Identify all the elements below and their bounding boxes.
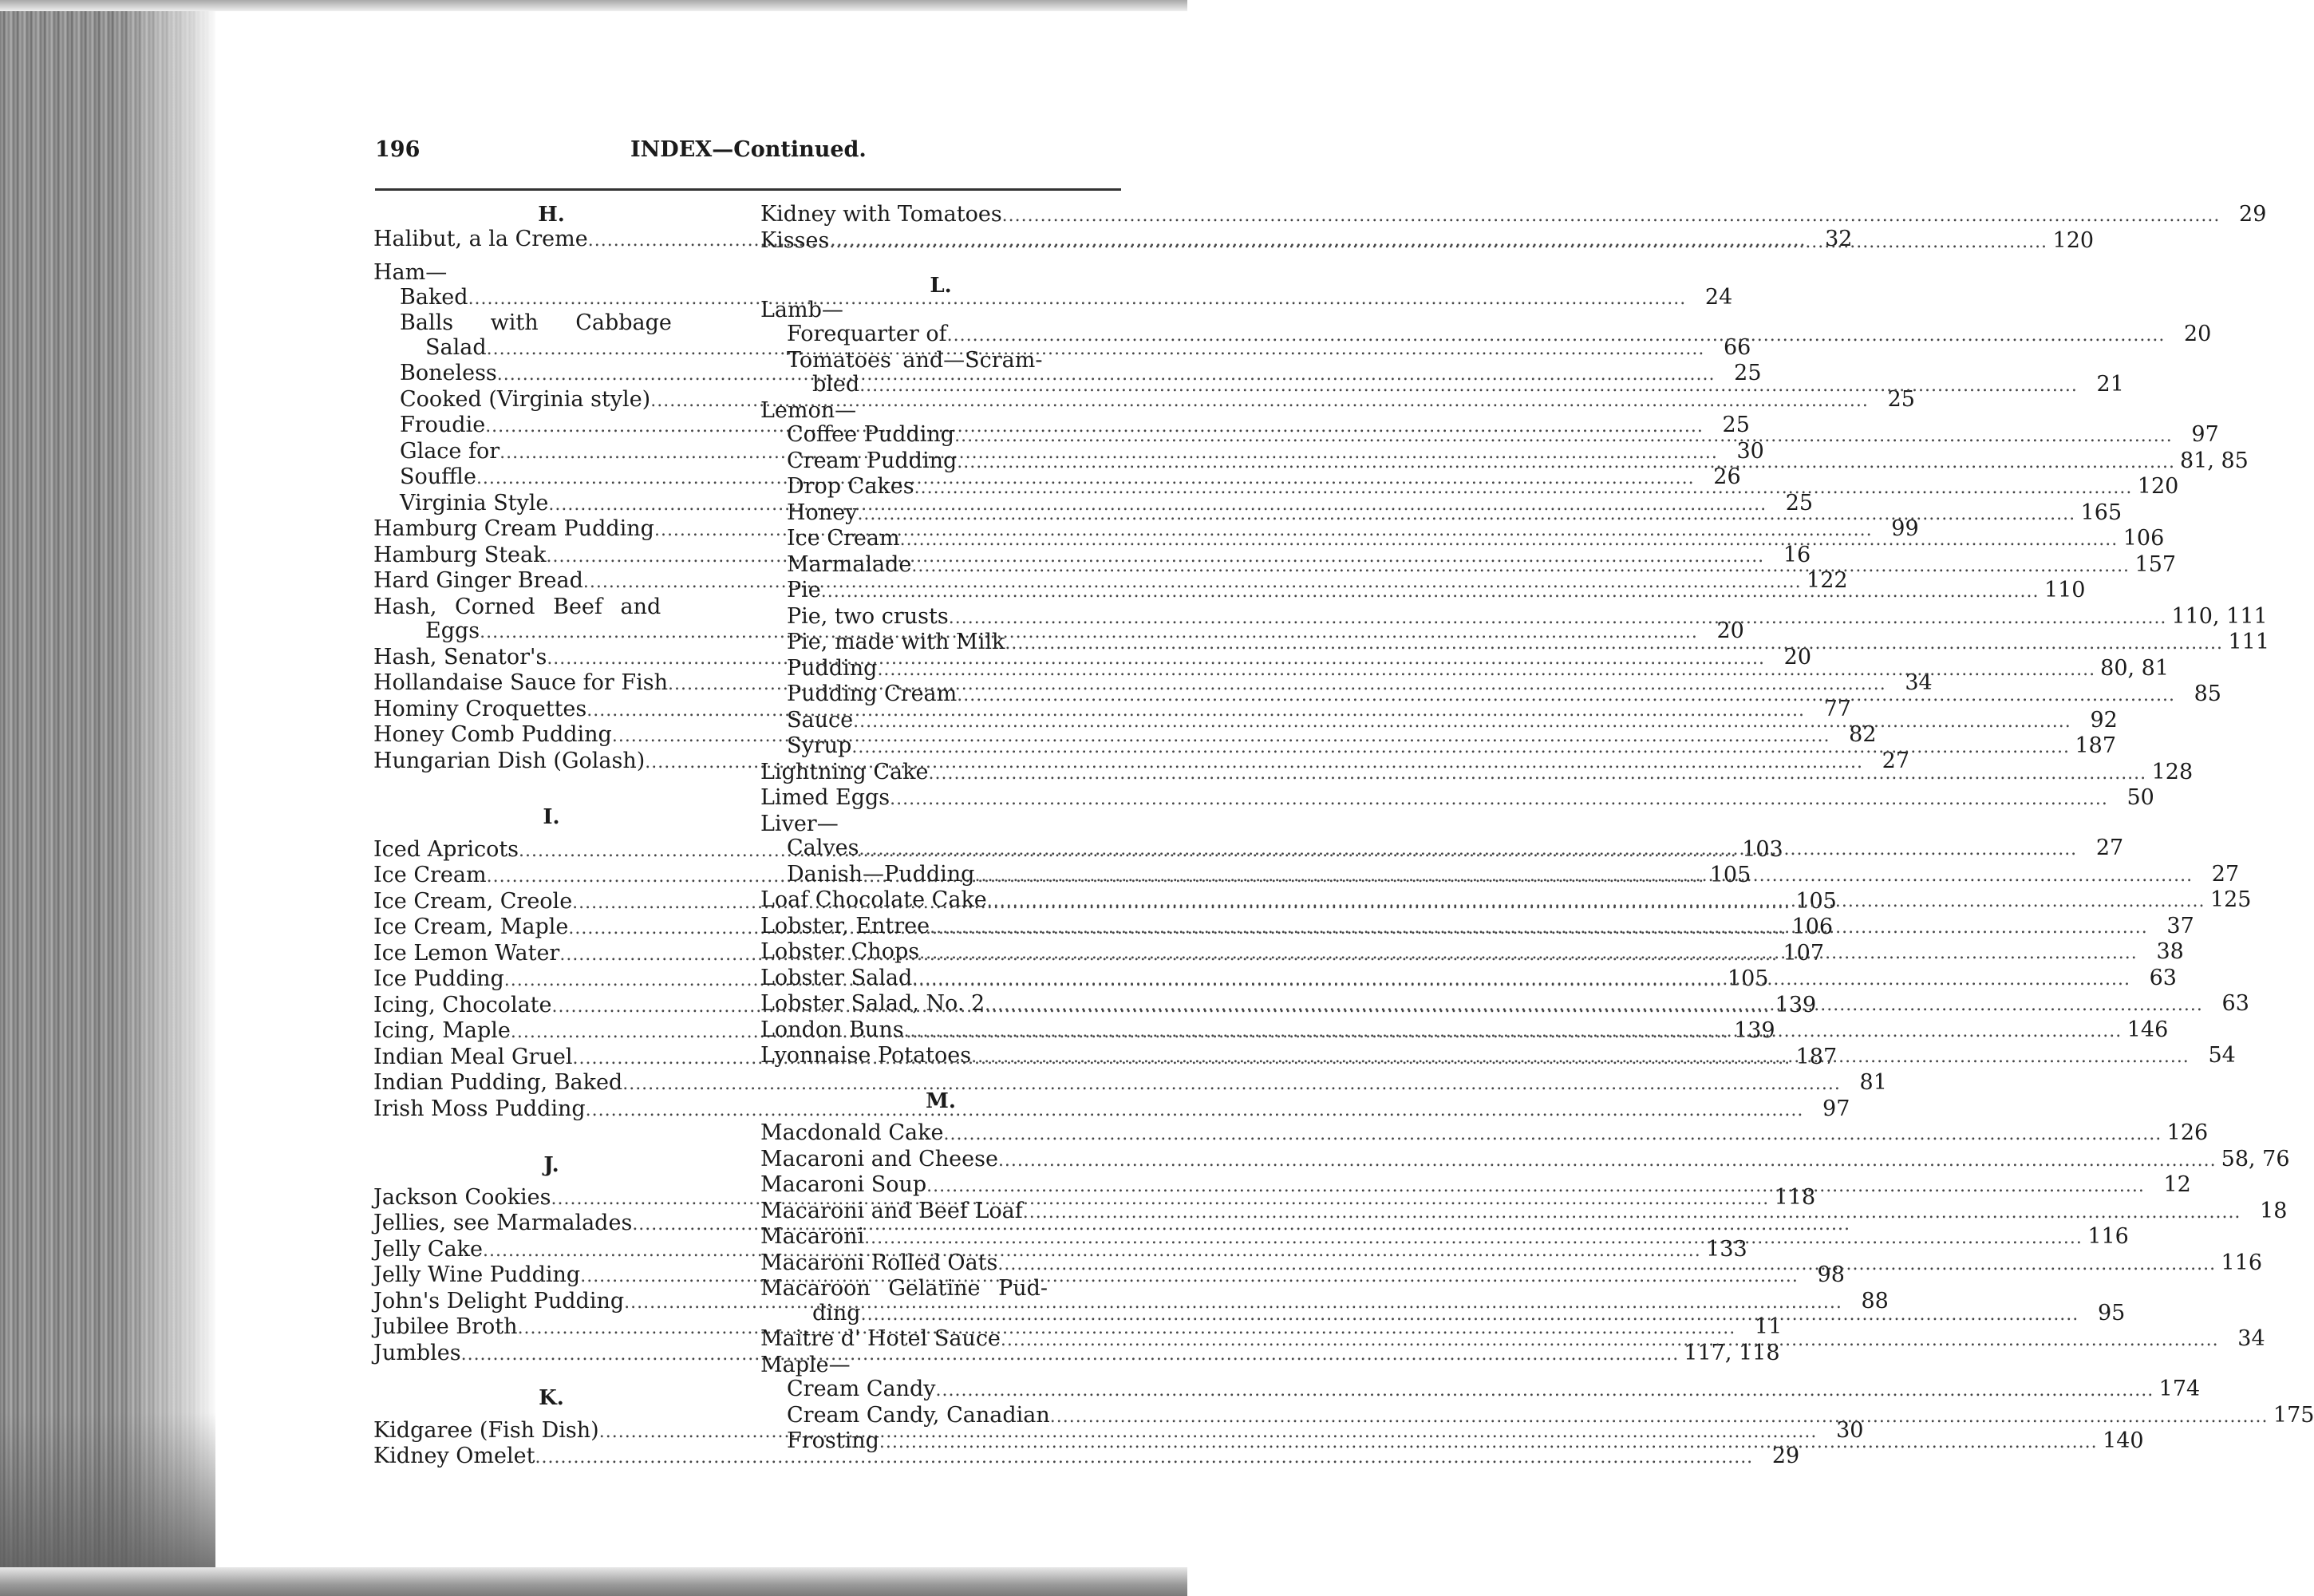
entry-text: Halibut, a la Creme [373,226,588,251]
entry-page: 95 [2097,1300,2126,1325]
entry-page: 111 [2228,630,2270,654]
entry-text: Jumbles [373,1340,461,1365]
entry-page: 99 [1891,516,1919,541]
entry-text: Hominy Croquettes [373,696,587,721]
entry-page: 175 [2273,1402,2314,1428]
entry-text: Eggs [425,618,480,643]
top-edge-shadow [0,0,1187,11]
entry-page: 157 [2134,551,2177,577]
entry-text: Ice Cream [787,526,900,551]
index-entry-continued [760,349,1121,373]
entry-text: Indian Pudding, Baked [373,1070,623,1095]
entry-page: 18 [2260,1198,2288,1223]
leader-dots [879,1431,2098,1456]
entry-page: 81 [1859,1070,1887,1095]
section-heading-l: L. [930,274,952,298]
entry-text: Jelly Cake [373,1236,484,1262]
entry-text: Kidney with Tomatoes [760,202,1002,227]
entry-text: London Buns [760,1017,904,1042]
leader-dots [912,968,2130,993]
entry-page: 139 [1734,1018,1775,1043]
entry-page: 88 [1861,1288,1889,1314]
index-entry-heading: Maple— [760,1352,851,1377]
entry-text: Icing, Maple [373,1018,511,1043]
entry-text: Macaroni and Beef Loaf [760,1198,1023,1223]
entry-page: 25 [1785,490,1814,516]
entry-page: 25 [1722,413,1750,437]
entry-page: 98 [1817,1262,1845,1287]
entry-page: 25 [1887,386,1915,412]
entry-text: Macaroni [760,1224,865,1249]
entry-page: 116 [2087,1224,2129,1249]
entry-text: Marmalade [787,551,912,577]
entry-page: 27 [2211,861,2240,887]
entry-text: Froudie [400,413,486,437]
leader-dots [974,864,2193,889]
index-entry-heading: Lemon— [760,397,857,423]
index-entry [373,1444,1800,1471]
entry-page: 120 [2137,474,2179,499]
leader-dots [829,231,2047,255]
entry-text: Hamburg Cream Pudding [373,516,654,541]
leader-dots [998,1149,2217,1174]
entry-text: Kisses [760,227,830,253]
entry-page: 21 [2096,372,2124,397]
index-entry-heading: Lamb— [760,297,843,322]
entry-text: Glace for [400,438,500,464]
entry-page: 174 [2158,1377,2201,1401]
leader-dots [928,762,2146,787]
index-entry-continued [373,311,729,336]
entry-page: 107 [1783,940,1825,966]
entry-page: 106 [2122,526,2165,551]
entry-text: Iced Apricots [373,836,519,862]
entry-text: Ice Cream [373,863,487,887]
entry-text: Hard Ginger Bread [373,568,583,593]
entry-page: 50 [2126,785,2154,810]
entry-page: 63 [2149,965,2177,990]
entry-text: Hollandaise Sauce for Fish [373,670,669,695]
leader-dots [1005,632,2223,657]
entry-page: 34 [1905,670,1933,695]
entry-page: 16 [1783,542,1811,567]
entry-text: Irish Moss Pudding [373,1096,586,1121]
index-entry [760,1120,2209,1148]
entry-text: Souffle [400,464,476,489]
entry-text: Ice Pudding [373,966,504,991]
entry-page: 122 [1807,568,1848,593]
entry-page: 139 [1775,992,1817,1017]
entry-text: Virginia Style [400,490,549,516]
entry-text: Jackson Cookies [373,1184,551,1210]
entry-page: 128 [2151,759,2194,784]
index-entry [760,785,2154,812]
index-entry [760,202,2267,229]
entry-page: 20 [1783,644,1812,670]
index-entry [760,1377,2201,1404]
entry-text: Pie [787,578,821,602]
entry-page: 106 [1791,915,1834,939]
section-heading-j: J. [543,1153,559,1177]
index-entry-heading: Liver— [760,811,839,836]
page-number: 196 [375,137,421,162]
entry-page: 32 [1825,226,1853,251]
section-heading-k: K. [539,1386,564,1410]
entry-text: Cream Pudding [787,448,958,473]
entry-page: 105 [1727,966,1769,991]
entry-page: 126 [2166,1120,2209,1145]
entry-text: Lobster Chops [760,939,920,964]
index-entry [373,1211,729,1238]
leader-dots [936,1379,2154,1404]
entry-text: Hash, Corned Beef and [373,594,661,619]
leader-dots [877,658,2095,683]
entry-page: 97 [2191,422,2219,447]
entry-text: Baked [400,284,468,310]
entry-page: 125 [2209,887,2252,912]
leader-dots [821,580,2040,605]
entry-text: Indian Meal Gruel [373,1044,573,1069]
entry-page: 81, 85 [2179,448,2249,473]
leader-dots [957,451,2175,476]
entry-text: Cream Candy, Canadian [787,1402,1050,1428]
leader-dots [957,684,2175,709]
entry-page: 187 [1795,1044,1838,1069]
entry-text: Hamburg Steak [373,542,547,567]
entry-page: 26 [1713,464,1741,489]
entry-text: Macaroni and Cheese [760,1146,998,1171]
index-entry-heading: Ham— [373,260,448,285]
entry-text: Kidgaree (Fish Dish) [373,1417,599,1443]
entry-page: 11 [1754,1314,1783,1339]
leader-dots [1050,1405,2269,1430]
entry-text: Hash, Senator's [373,644,547,670]
bottom-edge-shadow [0,1567,1187,1596]
entry-text: Macdonald Cake [760,1120,944,1145]
entry-page: 116 [2221,1250,2263,1275]
entry-page: 118 [1774,1184,1816,1210]
entry-text: Forequarter of [787,322,947,346]
entry-text: Ice Cream, Creole [373,888,573,914]
entry-page: 82 [1849,722,1877,747]
index-entry [760,1146,2290,1174]
entry-page: 110, 111 [2171,603,2268,629]
leader-dots [930,916,2148,941]
entry-page: 20 [1716,618,1744,643]
entry-page: 27 [1882,748,1909,773]
leader-dots [985,994,2203,1018]
entry-page: 146 [2126,1017,2169,1042]
index-entry-continued [373,595,729,620]
entry-text: Lobster Salad [760,965,913,990]
entry-page: 165 [2080,500,2122,525]
entry-text: Macaroni Soup [760,1172,927,1197]
leader-dots [926,1175,2145,1199]
leader-dots [861,1303,2079,1328]
entry-page: 66 [1723,334,1751,360]
entry-text: Ice Lemon Water [373,940,560,966]
entry-page: 29 [1771,1444,1800,1468]
entry-page: 105 [1709,863,1751,887]
entry-text: Macaroni Rolled Oats [760,1250,998,1275]
entry-text: Jubilee Broth [373,1314,518,1339]
leader-dots [911,555,2130,579]
entry-text: Loaf Chocolate Cake [760,887,987,912]
entry-text: Tomatoes and—Scram- [787,347,1043,373]
entry-page: 77 [1823,696,1851,721]
entry-page: 140 [2103,1428,2144,1453]
entry-text: Lyonnaise Potatoes [760,1043,972,1068]
leader-dots [919,942,2138,966]
entry-text: Sauce [787,707,854,733]
leader-dots [859,374,2078,399]
entry-page: 110 [2044,578,2086,602]
leader-dots [971,1045,2190,1070]
entry-page: 12 [2163,1172,2191,1197]
leader-dots [857,503,2075,527]
entry-text: Coffee Pudding [787,422,955,447]
leader-dots [1023,1201,2241,1226]
entry-text: Pie, two crusts [787,603,949,629]
entry-page: 37 [2166,913,2194,938]
entry-page: 85 [2194,681,2221,706]
entry-page: 63 [2221,991,2249,1016]
entry-text: Ice Cream, Maple [373,915,569,939]
leader-dots [997,1253,2216,1278]
entry-text: Boneless [400,361,497,385]
leader-dots [949,606,2167,631]
entry-page: 25 [1734,361,1762,385]
entry-text: Frosting [787,1428,879,1453]
entry-text: bled [812,372,860,397]
entry-page: 187 [2075,733,2117,758]
entry-text: Honey Comb Pudding [373,722,612,747]
entry-text: Pie, made with Milk [787,630,1005,654]
entry-text: Lobster Salad, No. 2 [760,991,985,1016]
index-entry [760,1198,2288,1226]
entry-text: Pudding Cream [787,681,958,706]
entry-text: ding [812,1300,861,1325]
entry-text: John's Delight Pudding [373,1288,625,1314]
entry-page: 92 [2090,707,2118,733]
entry-text: Lobster, Entree [760,913,930,938]
leader-dots [851,736,2070,760]
entry-page: 30 [1736,438,1764,464]
entry-page: 20 [2184,322,2212,346]
entry-page: 80, 81 [2100,655,2170,681]
section-heading-h: H. [538,203,565,227]
entry-text: Balls with Cabbage [400,310,672,335]
leader-dots [954,425,2173,449]
entry-page: 38 [2156,939,2184,964]
leader-dots [1002,204,2221,229]
entry-text: Honey [787,500,858,525]
leader-dots [859,838,2077,863]
entry-page: 133 [1706,1236,1747,1262]
entry-text: Danish—Pudding [787,861,975,887]
leader-dots [853,710,2071,735]
entry-page: 29 [2239,202,2267,227]
entry-text: Pudding [787,655,878,681]
entry-text: Calves [787,836,859,860]
leader-dots [947,324,2166,349]
entry-page: 24 [1704,284,1733,310]
entry-text: Jelly Wine Pudding [373,1262,581,1287]
index-entry [373,1070,1887,1097]
entry-text: Lightning Cake [760,759,929,784]
leader-dots [864,1227,2083,1251]
header-rule [375,188,1121,191]
entry-page: 34 [2237,1326,2265,1351]
entry-text: Kidney Omelet [373,1444,535,1468]
book-page-edges [0,0,215,1596]
leader-dots [904,1020,2122,1045]
leader-dots [900,528,2119,553]
entry-page: 30 [1836,1417,1864,1443]
entry-page: 54 [2208,1043,2236,1068]
entry-text: Cooked (Virginia style) [400,386,651,412]
leader-dots [1001,1329,2219,1353]
entry-text: Hungarian Dish (Golash) [373,748,646,773]
entry-text: Drop Cakes [787,474,914,499]
leader-dots [944,1123,2162,1148]
entry-page: 117, 118 [1684,1340,1780,1365]
entry-text: Macaroon Gelatine Pud- [760,1276,1048,1301]
entry-page: 97 [1822,1096,1850,1121]
entry-page: 105 [1795,888,1837,914]
entry-text: Icing, Chocolate [373,992,552,1017]
entry-page: 27 [2095,836,2124,860]
entry-page: 58, 76 [2221,1146,2290,1171]
entry-text: Cream Candy [787,1377,936,1401]
index-entry [373,1096,1850,1124]
entry-text: Limed Eggs [760,785,890,810]
page-header [375,137,1121,169]
leader-dots [890,788,2108,812]
entry-page: 120 [2052,227,2095,253]
index-entry-continued [760,1277,1121,1302]
running-title: INDEX—Continued. [630,137,867,162]
entry-text: Maitre d' Hotel Sauce [760,1326,1001,1351]
entry-text: Salad [425,334,487,360]
entry-text: Syrup [787,733,852,758]
section-heading-i: I. [543,805,560,829]
entry-text: Jellies, see Marmalades [373,1211,633,1235]
leader-dots [987,890,2205,915]
section-heading-m: M. [926,1088,956,1113]
leader-dots [914,476,2133,501]
entry-page: 103 [1742,836,1783,862]
